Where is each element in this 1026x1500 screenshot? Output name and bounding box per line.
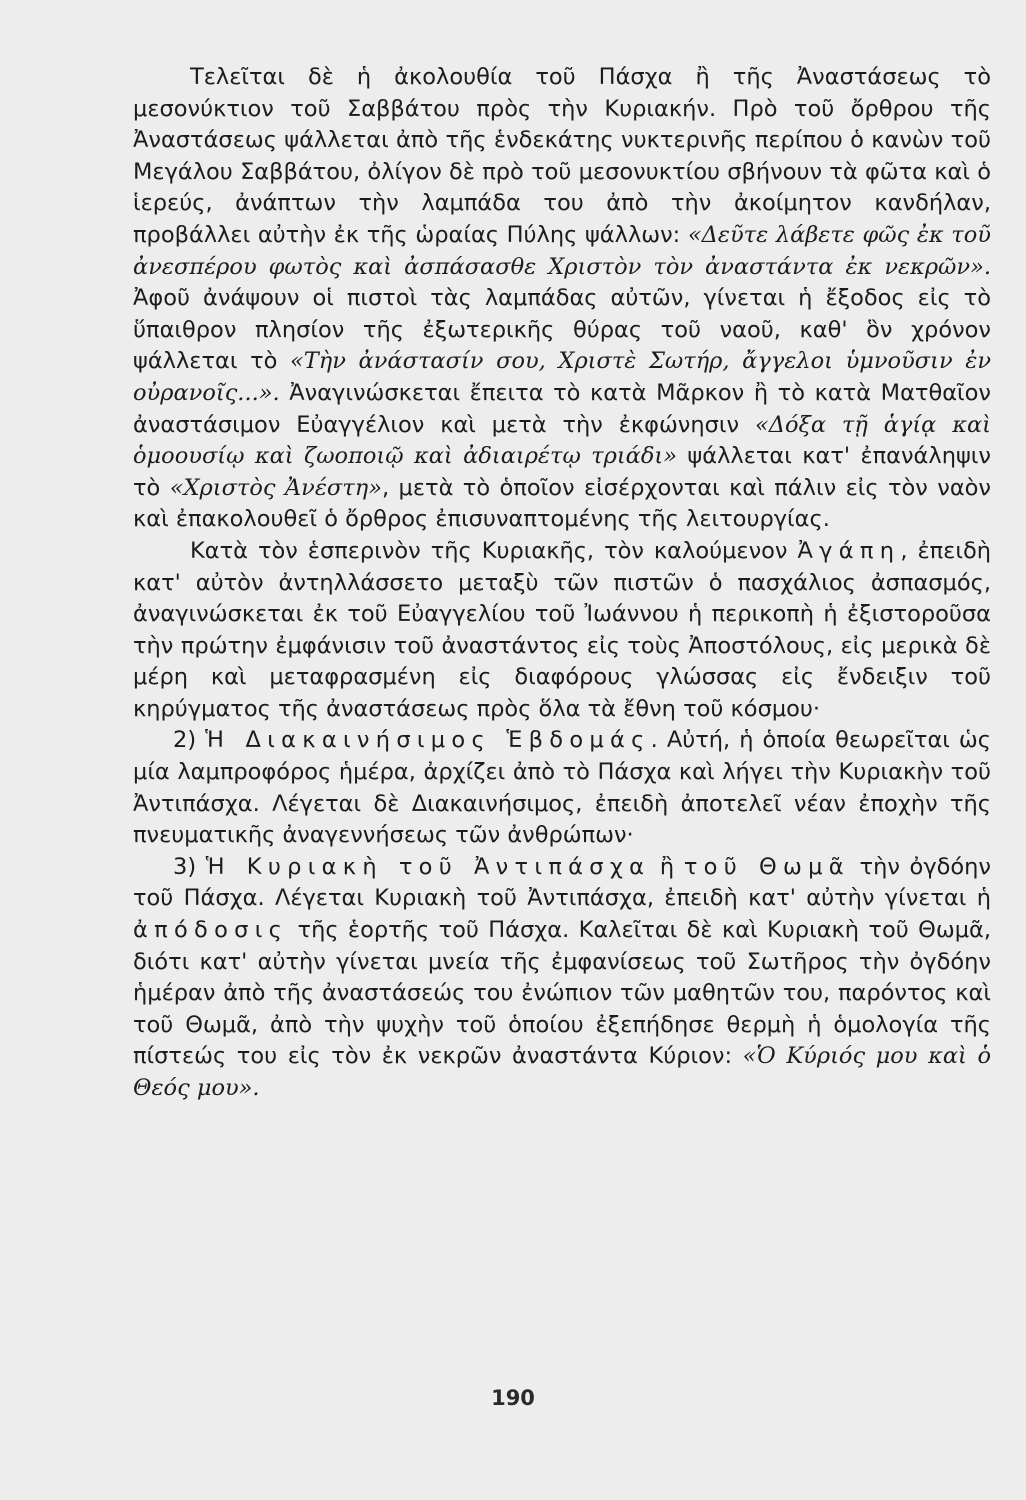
italic-quote: «Ὁ Κύριός μου καὶ ὁ Θεός μου».	[133, 1043, 991, 1101]
text-run: Κατὰ τὸν ἑσπερινὸν τῆς Κυριακῆς, τὸν καλούμενον	[190, 537, 798, 564]
text-run: ψάλλεται κατ' ἐπανάληψιν τὸ	[133, 443, 991, 501]
text-run: Τελεῖται δὲ ἡ ἀκολουθία τοῦ Πάσχα ἢ τῆς Ἀναστάσεως τὸ μεσονύκτιον τοῦ Σαββάτου πρὸς τὴν Κυριακήν. Πρὸ τοῦ ὄρθρου τῆς Ἀναστάσεως ψάλλεται ἀπὸ τῆς ἑνδεκάτης νυκτερινῆς περίπου ὁ κανὼν τοῦ Μεγάλου Σαββάτου, ὀλίγον δὲ πρὸ τοῦ μεσονυκτίου σβήνουν τὰ φῶτα καὶ ὁ ἱερεύς, ἀνάπτων τὴν λαμπάδα του ἀπὸ τὴν ἀκοίμητον κανδήλαν, προβάλλει αὐτὴν ἐκ τῆς ὡραίας Πύλης ψάλλων:	[133, 64, 991, 248]
italic-quote: «Τὴν ἀνάστασίν σου, Χριστὲ Σωτήρ, ἄγγελοι ὑμνοῦσιν ἐν οὐρανοῖς...».	[133, 348, 991, 406]
text-run: ἢ	[650, 853, 684, 880]
text-run: , ἐπειδὴ κατ' αὐτὸν ἀντηλλάσσετο μεταξὺ τῶν πιστῶν ὁ πασχάλιος ἀσπασμός, ἀναγινώσκεται ἐκ τοῦ Εὐαγγελίου τοῦ Ἰωάννου ἡ περικοπὴ ἡ ἐξιστοροῦσα τὴν πρώτην ἐμφάνισιν τοῦ ἀναστάντος εἰς τοὺς Ἀποστόλους, εἰς μερικὰ δὲ μέρη καὶ μεταφρασμένη εἰς διαφόρους γλώσσας εἰς ἔνδειξιν τοῦ κηρύγματος τῆς ἀναστάσεως πρὸς ὅλα τὰ ἔθνη τοῦ κόσμου·	[133, 537, 991, 722]
text-run: Ἀναγινώσκεται ἔπειτα τὸ κατὰ Μᾶρκον ἢ τὸ κατὰ Ματθαῖον ἀναστάσιμον Εὐαγγέλιον καὶ μετὰ τὴν ἐκφώνησιν	[133, 379, 991, 438]
text-run: Ἀφοῦ ἀνάψουν οἱ πιστοὶ τὰς λαμπάδας αὐτῶν, γίνεται ἡ ἔξοδος εἰς τὸ ὕπαιθρον πλησίον τῆς ἐξωτερικῆς θύρας τοῦ ναοῦ, καθ' ὃν χρόνον ψάλλεται τὸ	[133, 285, 991, 375]
text-run: 3)	[173, 853, 206, 880]
spaced-term: Ἡ Διακαινήσιμος Ἑβδομάς	[205, 727, 651, 754]
paragraph-easter-service	[133, 62, 991, 536]
paragraph-agape-vespers	[133, 536, 991, 726]
main-text	[133, 62, 991, 1105]
page-number: 190	[491, 1386, 535, 1410]
text-run: τὴν ὀγδόην τοῦ Πάσχα. Λέγεται Κυριακὴ τοῦ Ἀντιπάσχα, ἐπειδὴ κατ' αὐτὴν γίνεται ἡ	[133, 853, 991, 912]
spaced-term: ἀπόδοσις	[133, 917, 289, 944]
text-run: . Αὐτή, ἡ ὁποία θεωρεῖται ὡς μία λαμπροφόρος ἡμέρα, ἀρχίζει ἀπὸ τὸ Πάσχα καὶ λήγει τὴν Κυριακὴν τοῦ Ἀντιπάσχα. Λέγεται δὲ Διακαινήσιμος, ἐπειδὴ ἀποτελεῖ νέαν ἐποχὴν τῆς πνευματικῆς ἀναγεννήσεως τῶν ἀνθρώπων·	[133, 727, 991, 849]
text-run: , μετὰ τὸ ὁποῖον εἰσέρχονται καὶ πάλιν εἰς τὸν ναὸν καὶ ἐπακολουθεῖ ὁ ὄρθρος ἐπισυναπτομένης τῆς λειτουργίας.	[133, 474, 991, 533]
text-run: 2)	[173, 727, 206, 754]
text-run: τῆς ἑορτῆς τοῦ Πάσχα. Καλεῖται δὲ καὶ Κυριακὴ τοῦ Θωμᾶ, διότι κατ' αὐτὴν γίνεται μνεία τῆς ἐμφανίσεως τοῦ Σωτῆρος τὴν ὀγδόην ἡμέραν ἀπὸ τῆς ἀναστάσεώς του ἐνώπιον τῶν μαθητῶν του, παρόντος καὶ τοῦ Θωμᾶ, ἀπὸ τὴν ψυχὴν τοῦ ὁποίου ἐξεπήδησε θερμὴ ἡ ὁμολογία τῆς πίστεώς του εἰς τὸν ἐκ νεκρῶν ἀναστάντα Κύριον:	[133, 917, 991, 1070]
italic-quote: «Χριστὸς Ἀνέστη»	[169, 474, 382, 501]
paragraph-bright-week	[133, 725, 991, 851]
paragraph-thomas-sunday	[133, 852, 991, 1105]
spaced-term: τοῦ Θωμᾶ	[683, 853, 850, 880]
italic-quote: «Δεῦτε λάβετε φῶς ἐκ τοῦ ἀνεσπέρου φωτὸς καὶ ἀσπάσασθε Χριστὸν τὸν ἀναστάντα ἐκ νεκρῶν».	[133, 221, 991, 280]
spaced-term: Ἡ Κυριακὴ τοῦ Ἀντιπάσχα	[205, 853, 651, 880]
spaced-term: Ἀγάπη	[797, 537, 901, 564]
italic-quote: «Δόξα τῇ ἁγίᾳ καὶ ὁμοουσίῳ καὶ ζωοποιῷ καὶ ἀδιαιρέτῳ τριάδι»	[133, 411, 991, 470]
